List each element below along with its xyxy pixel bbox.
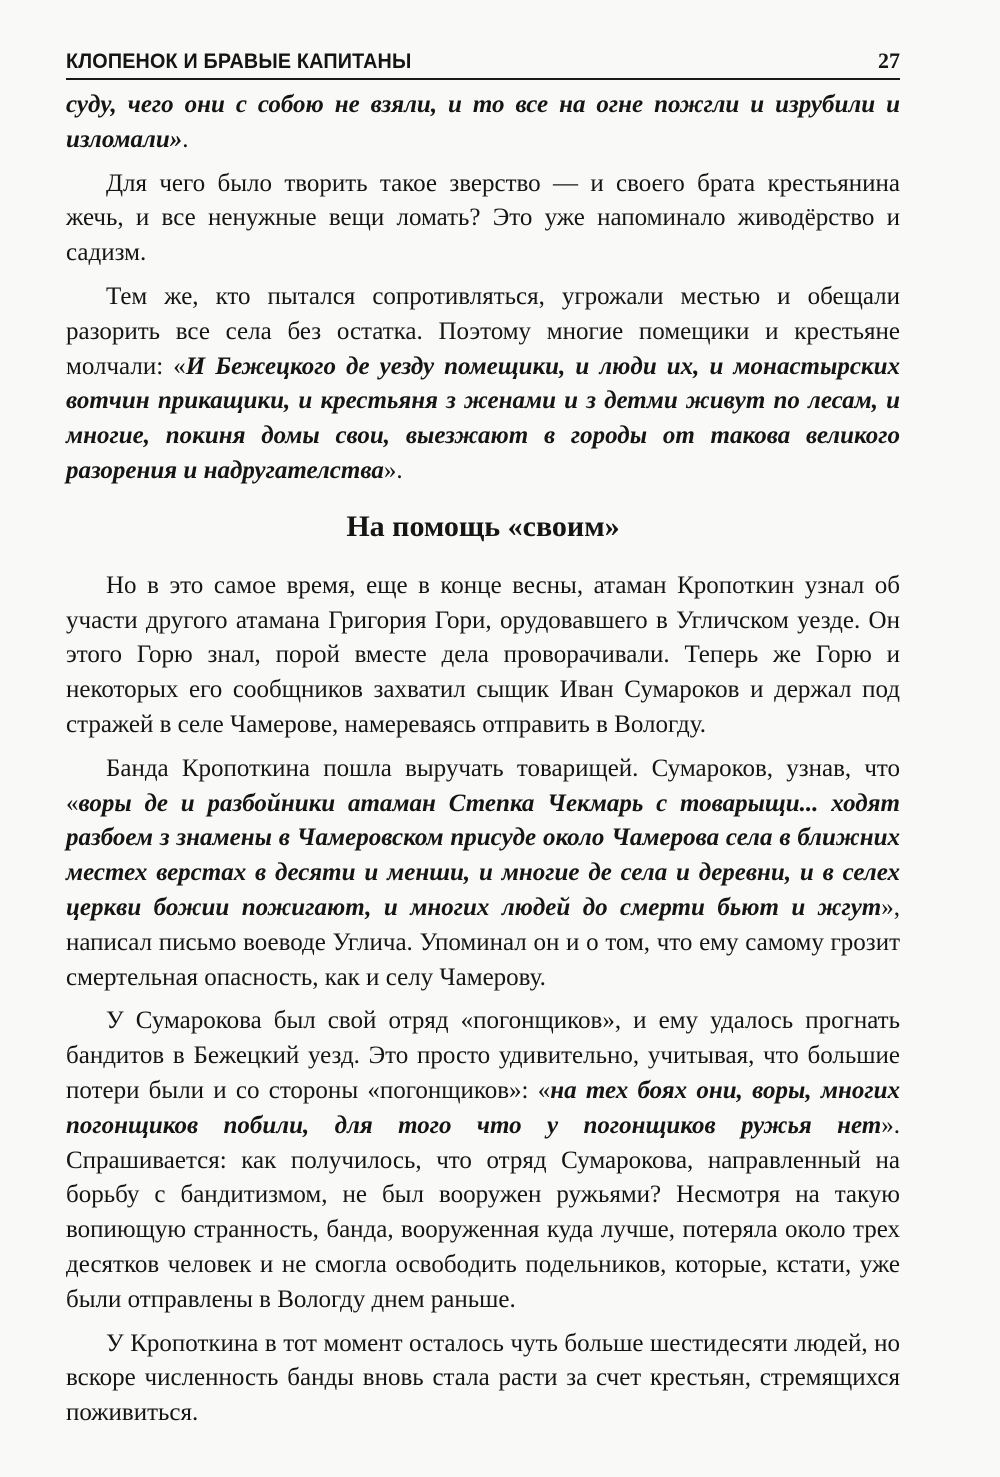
paragraph-continued bbox=[66, 88, 900, 158]
running-header bbox=[66, 42, 900, 80]
running-title: КЛОПЕНОК И БРАВЫЕ КАПИТАНЫ bbox=[66, 50, 412, 73]
paragraph-text: », написал письмо воеводе Углича. Упоминал он и о том, что ему самому грозит смертельная опасность, как и селу Чамерову. bbox=[66, 893, 900, 991]
quote-italic: на тех боях они, воры, многих погонщиков побили, для того что у погонщиков ружья нет bbox=[66, 1076, 900, 1139]
paragraph-text: ». Спрашивается: как получилось, что отряд Сумарокова, направленный на борьбу с бандитизмом, не был вооружен ружьями? Несмотря на такую вопиющую странность, банда, вооруженная куда лучше, потеряла около трех десятков человек и не смогла освободить подельников, которые, кстати, уже были отправлены в Вологду днем раньше. bbox=[66, 1111, 900, 1313]
quote-italic: И Бежецкого де уезду помещики, и люди их, и монастырских вотчин прикащики, и крестьяня з женами и з детми живут по лесам, и многие, покиня домы свои, выезжают в городы от такова великого разорения и надругателства bbox=[66, 352, 900, 484]
quote-italic: воры де и разбойники атаман Степка Чекмарь с товарыщи... ходят разбоем з знамены в Чамеровском присуде около Чамерова села в ближних местех верстах в десяти и менши, и многие де села и деревни, и в селех церкви божии пожигают, и многих людей до смерти бьют и жгут bbox=[66, 789, 900, 921]
paragraph: Для чего было творить такое зверство — и своего брата крестьянина жечь, и все ненужные вещи ломать? Это уже напоминало живодёрство и садизм. bbox=[66, 169, 900, 267]
paragraph bbox=[66, 280, 900, 489]
paragraph-text: . bbox=[182, 125, 189, 153]
paragraph bbox=[66, 1004, 900, 1317]
page-body bbox=[66, 88, 900, 1431]
paragraph-text: У Сумарокова был свой отряд «погонщиков», и ему удалось прогнать бандитов в Бежецкий уезд. Это просто удивительно, учитывая, что большие потери были и со стороны «погонщиков»: « bbox=[66, 1007, 900, 1104]
page-number: 27 bbox=[878, 48, 900, 73]
paragraph-text: Тем же, кто пытался сопротивляться, угрожали местью и обещали разорить все села без остатка. Поэтому многие помещики и крестьяне молчали: « bbox=[66, 282, 900, 380]
paragraph: Но в это самое время, еще в конце весны, атаман Кропоткин узнал об участи другого атамана Григория Гори, орудовавшего в Угличском уезде. Он этого Горю знал, порой вместе дела проворачивали. Теперь же Горю и некоторых его сообщников захватил сыщик Иван Сумароков и держал под стражей в селе Чамерове, намереваясь отправить в Вологду. bbox=[66, 571, 900, 738]
quote-italic: судy, чего они с собою не взяли, и то все на огне пожгли и изрубили и изломали» bbox=[66, 91, 900, 153]
paragraph bbox=[66, 752, 900, 996]
paragraph-text: Банда Кропоткина пошла выручать товарищей. Сумароков, узнав, что « bbox=[66, 754, 900, 817]
paragraph-text: ». bbox=[383, 456, 403, 484]
section-heading: На помощь «своим» bbox=[346, 509, 620, 543]
paragraph: У Кропоткина в тот момент осталось чуть больше шестидесяти людей, но вскоре численность банды вновь стала расти за счет крестьян, стремящихся поживиться. bbox=[66, 1329, 900, 1427]
